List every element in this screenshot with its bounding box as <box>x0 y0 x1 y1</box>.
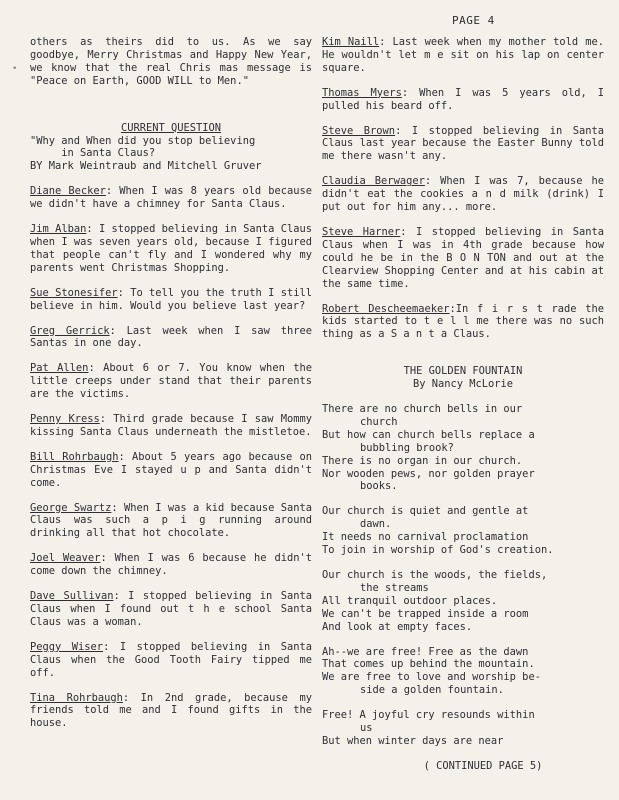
poem-line: But when winter days are near <box>322 734 504 747</box>
respondent-name: Robert Descheemaeker <box>322 302 450 315</box>
current-question-heading <box>30 122 312 174</box>
poem-heading <box>322 365 604 391</box>
poem-line: All tranquil outdoor places. <box>322 594 498 607</box>
respondent-name: Peggy Wiser <box>30 640 104 653</box>
question-byline: BY Mark Weintraub and Mitchell Gruver <box>30 160 262 173</box>
answer-text: : Third grade because I saw Mommy kissing Santa Claus underneath the mistletoe. <box>30 413 319 438</box>
poem-line: To join in worship of God's creation. <box>322 544 554 557</box>
answer-paragraph <box>30 450 319 490</box>
question-title: CURRENT QUESTION <box>120 121 222 134</box>
poem-line: books. <box>360 480 398 493</box>
poem-stanza <box>322 709 604 748</box>
answer-text: : I stopped believing in Santa Claus when the Good Tooth Fairy tipped me off. <box>30 640 319 679</box>
answer-paragraph <box>30 640 319 680</box>
left-column <box>30 36 319 742</box>
continued-note: ( CONTINUED PAGE 5) <box>423 759 543 772</box>
poem-line: There is no organ in our church. <box>322 454 523 467</box>
respondent-name: Greg Gerrick <box>30 324 110 337</box>
respondent-name: Joel Weaver <box>30 552 101 565</box>
poem-line: We are free to love and worship be- <box>322 671 541 684</box>
poem-line: church <box>360 415 398 428</box>
respondent-name: George Swartz <box>30 501 112 514</box>
answer-paragraph <box>30 362 319 401</box>
respondent-name: Claudia Berwager <box>322 175 425 188</box>
answer-text: : In 2nd grade, because my friends told me and I found gifts in the house. <box>30 691 319 730</box>
answer-paragraph <box>30 185 319 211</box>
poem-line: the streams <box>360 581 429 594</box>
respondent-name: Tina Rohrbaugh <box>30 691 123 704</box>
answer-paragraph <box>322 225 611 291</box>
answer-text: : About 5 years ago because on Christmas Eve I stayed u p and Santa didn't come. <box>30 450 319 489</box>
right-column <box>322 36 611 773</box>
poem-line: Our church is the woods, the fields, <box>322 569 548 581</box>
respondent-name: Diane Becker <box>30 185 106 198</box>
poem-line: There are no church bells in our <box>322 403 523 416</box>
answer-text: : When I was 6 because he didn't come down the chimney. <box>30 552 319 578</box>
answer-paragraph <box>30 501 319 541</box>
poem-line: That comes up behind the mountain. <box>322 658 535 671</box>
answer-text: : I stopped believing in Santa Claus last year because the Easter Bunny told me there wasn't any. <box>322 124 611 163</box>
answer-text: : When I was 8 years old because we didn't have a chimney for Santa Claus. <box>30 185 319 211</box>
respondent-name: Dave Sullivan <box>30 590 114 603</box>
answer-paragraph <box>322 86 611 113</box>
respondent-name: Pat Allen <box>30 362 89 375</box>
poem-line: Nor wooden pews, nor golden prayer <box>322 467 535 480</box>
respondent-name: Thomas Myers <box>322 86 402 99</box>
answer-text: : When I was a kid because Santa Claus was such a p i g running around drinking all that hot chocolate. <box>30 501 319 540</box>
poem-line: And look at empty faces. <box>322 620 473 633</box>
respondent-name: Steve Harner <box>322 225 401 238</box>
poem-line: bubbling brook? <box>360 441 454 454</box>
right-answers-list <box>322 36 611 341</box>
poem-line: But how can church bells replace a <box>322 428 535 441</box>
answer-paragraph <box>30 223 319 275</box>
poem-line: dawn. <box>360 518 392 531</box>
poem-title: THE GOLDEN FOUNTAIN <box>403 365 523 378</box>
answer-text: : I stopped believing in Santa Claus when I was in 4th grade because how could he be in the B O N TON and out at the Clearview Shopping Center and at his cabin at the same time. <box>322 225 611 290</box>
answer-paragraph <box>30 552 319 578</box>
answer-text: : About 6 or 7. You know when the little creeps under stand that their parents are the victims. <box>30 362 319 401</box>
answer-paragraph <box>30 324 319 351</box>
poem-stanza <box>322 403 604 493</box>
respondent-name: Bill Rohrbaugh <box>30 450 119 463</box>
answer-text: : When I was 7, because he didn't eat the cookies a n d milk (drink) I put out for him any... more. <box>322 175 611 214</box>
answer-paragraph <box>322 124 611 164</box>
answer-paragraph <box>30 413 319 439</box>
poem-line: Our church is quiet and gentle at <box>322 505 529 518</box>
answer-text: : Last week when I saw three Santas in one day. <box>30 324 319 350</box>
left-answers-list <box>30 185 319 730</box>
answer-text: : Last week when my mother told me. He wouldn't let m e sit on his lap on center square. <box>322 36 611 74</box>
poem-line: Free! A joyful cry resounds within <box>322 709 535 722</box>
poem-author: By Nancy McLorie <box>412 378 514 391</box>
poem-line: side a golden fountain. <box>360 684 504 697</box>
answer-text: : To tell you the truth I still believe in him. Would you believe last year? <box>30 286 319 312</box>
poem-stanza <box>322 505 604 557</box>
respondent-name: Jim Alban <box>30 223 87 236</box>
answer-text: : When I was 5 years old, I pulled his beard off. <box>322 86 611 112</box>
poem-line: Ah--we are free! Free as the dawn <box>322 645 529 658</box>
answer-text: : I stopped believing in Santa Claus when I was seven years old, because I figured that people can't fly and I wondered why my parents went Christmas Shopping. <box>30 223 319 274</box>
answer-paragraph <box>30 286 319 313</box>
poem-line: We can't be trapped inside a room <box>322 607 529 620</box>
answer-paragraph <box>322 175 611 214</box>
poem-stanza <box>322 569 604 634</box>
answer-text: :In f i r s t rade the kids started to t e l l me there was no such thing as a S a n t a Claus. <box>322 302 611 341</box>
poem-body <box>322 403 604 748</box>
respondent-name: Sue Stonesifer <box>30 286 118 299</box>
respondent-name: Steve Brown <box>322 124 396 137</box>
poem-line: us <box>360 722 373 735</box>
question-text: "Why and When did you stop believing in Santa Claus? <box>30 134 256 160</box>
answer-paragraph <box>30 691 319 731</box>
answer-paragraph <box>322 302 611 342</box>
poem-line: It needs no carnival proclamation <box>322 531 529 544</box>
answer-paragraph <box>322 36 611 75</box>
intro-paragraph: others as theirs did to us. As we say goodbye, Merry Christmas and Happy New Year, we know that the real Chris mas message is "Peace on Earth, GOOD WILL to Men." <box>30 36 319 87</box>
respondent-name: Kim Naill <box>322 36 380 48</box>
answer-text: : I stopped believing in Santa Claus when I found out t h e school Santa Claus was a woman. <box>30 590 319 628</box>
poem-stanza <box>322 646 604 698</box>
page-number: PAGE 4 <box>452 14 495 27</box>
answer-paragraph <box>30 590 319 629</box>
margin-mark: • <box>12 64 18 74</box>
respondent-name: Penny Kress <box>30 413 100 426</box>
